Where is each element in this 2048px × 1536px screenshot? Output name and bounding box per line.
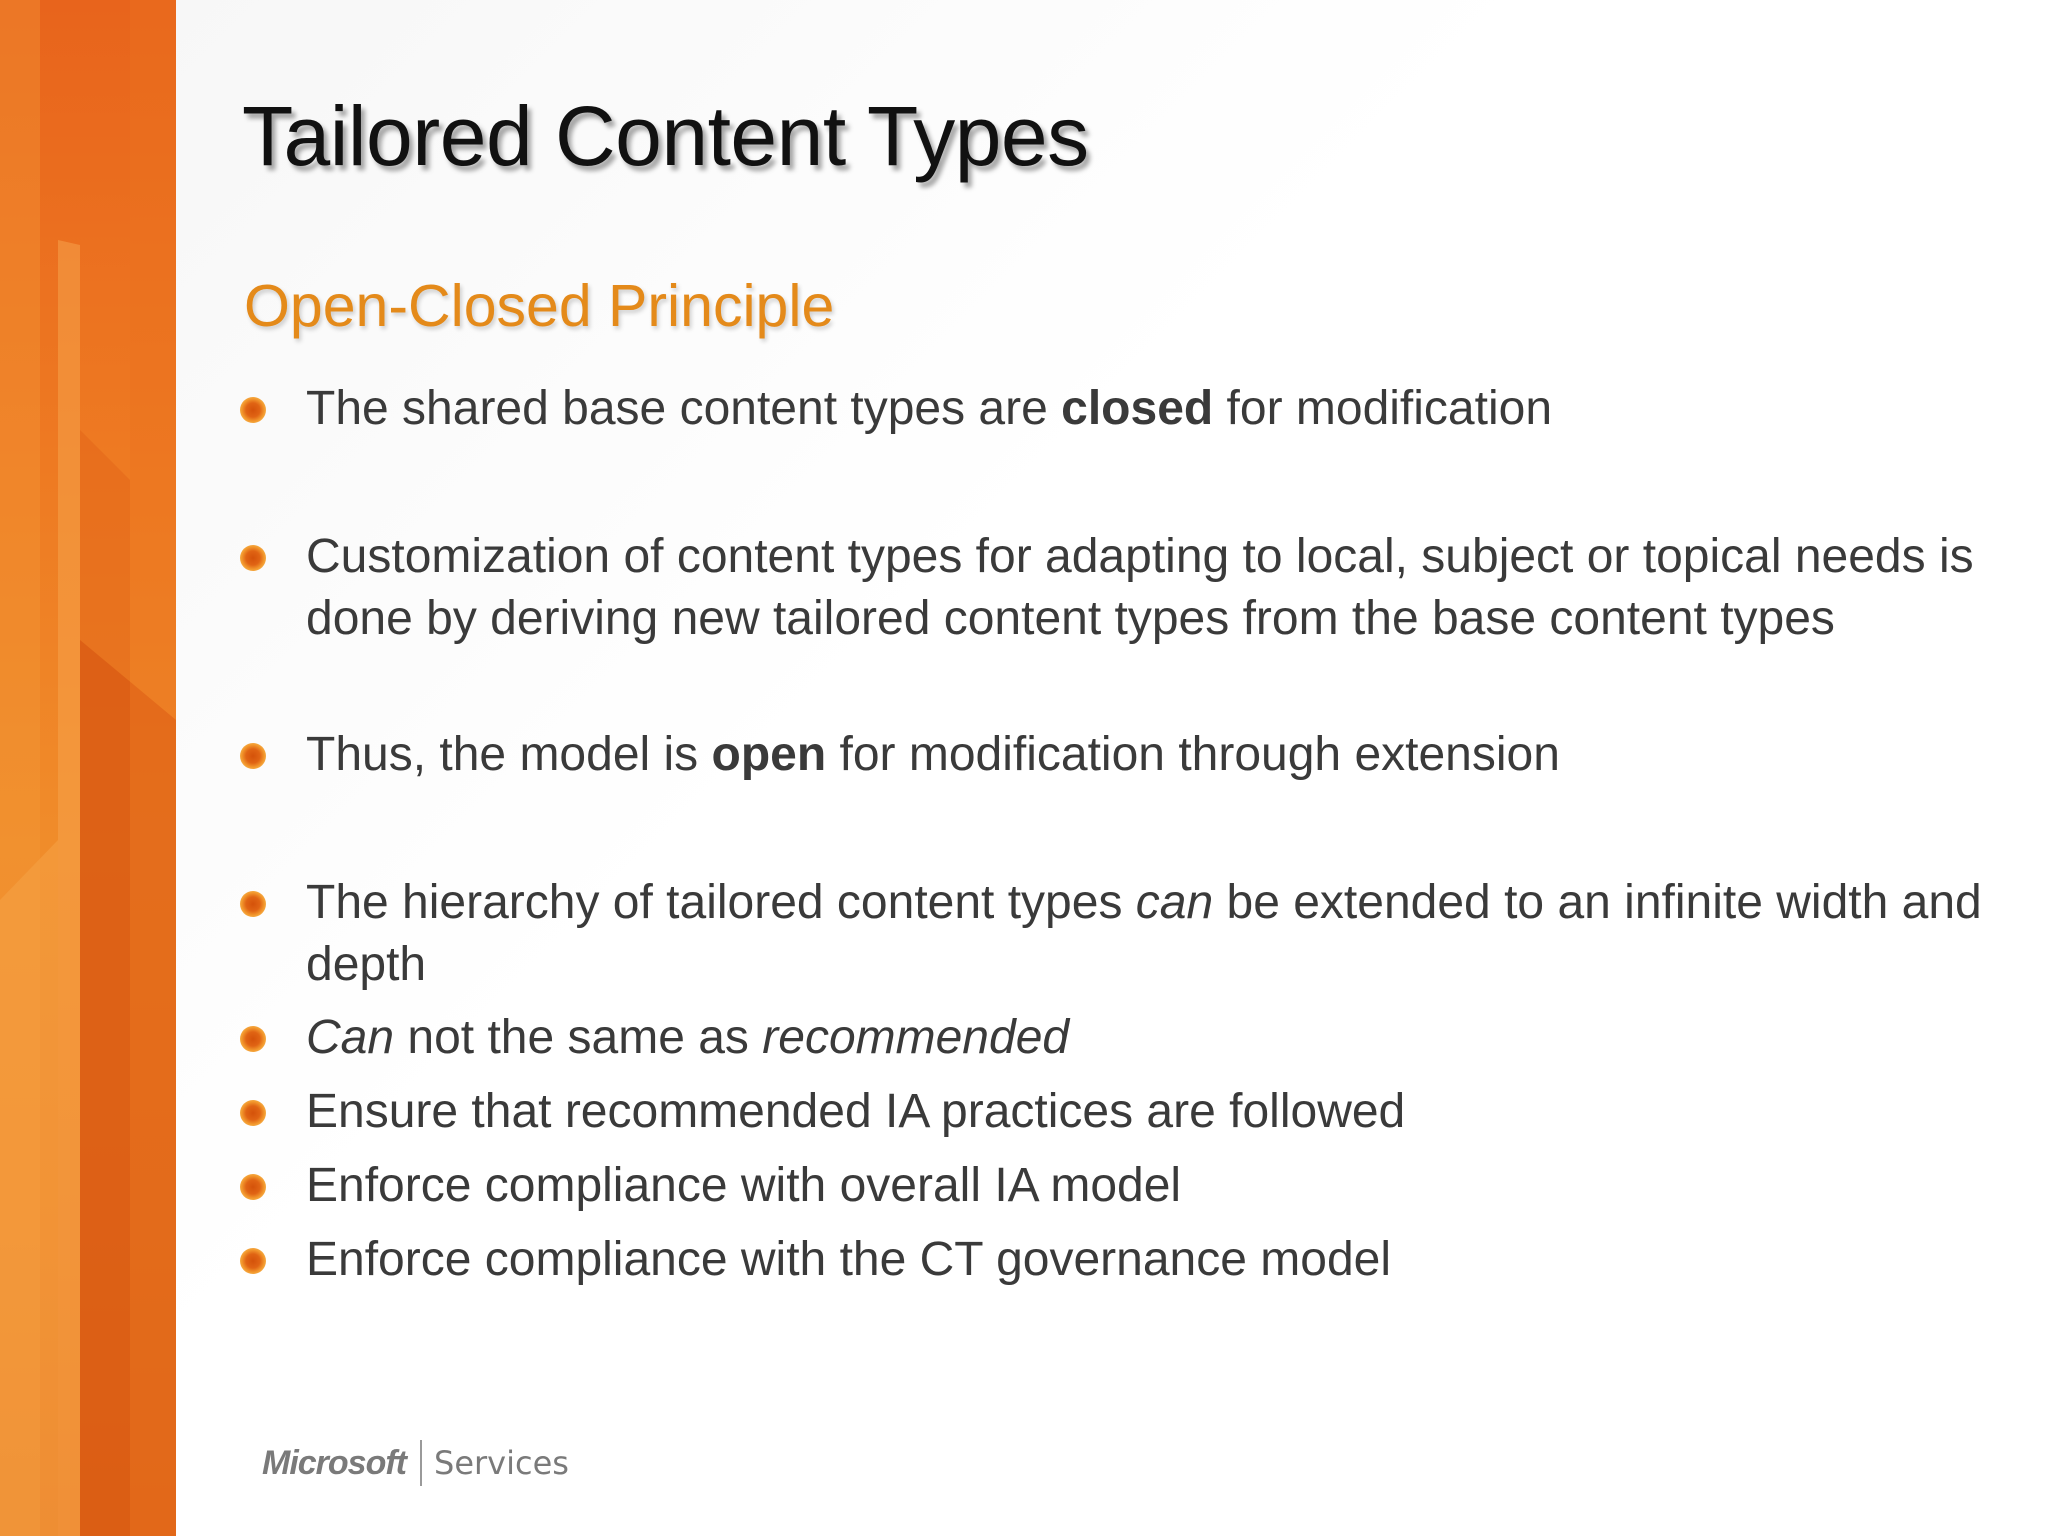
bullet-dot-icon [240, 1026, 266, 1052]
bullet-text-segment: Enforce compliance with overall IA model [306, 1159, 1182, 1212]
bullet-text-segment: can [1135, 876, 1214, 929]
services-logo-text: Services [434, 1444, 569, 1482]
slide-subtitle: Open-Closed Principle [244, 273, 835, 339]
bullet-text-segment: The hierarchy of tailored content types [306, 876, 1136, 929]
bullet-text-segment: for modification through extension [826, 728, 1560, 781]
sidebar-pattern [0, 0, 176, 1536]
bullet-dot-icon [240, 1100, 266, 1126]
decorative-sidebar [0, 0, 176, 1536]
logo-divider [420, 1440, 422, 1486]
bullet-text-segment: closed [1061, 382, 1214, 435]
bullet-text-segment: The shared base content types are [306, 382, 1062, 435]
bullet-text [306, 872, 1986, 996]
bullet-text-segment: Customization of content types for adapting to local, subject or topical needs is done by deriving new tailored content types from the base content types [306, 530, 1974, 645]
bullet-text-segment: not the same as [394, 1011, 763, 1064]
microsoft-logo-text: Microsoft [262, 1443, 406, 1482]
bullet-text-segment: Thus, the model is [306, 728, 712, 781]
bullet-text [306, 378, 1986, 440]
bullet-text [306, 1081, 1986, 1143]
bullet-text-segment: Enforce compliance with the CT governance model [306, 1233, 1392, 1286]
bullet-dot-icon [240, 891, 266, 917]
bullet-text-segment: Can [306, 1011, 395, 1064]
bullet-text-segment: Ensure that recommended IA practices are followed [306, 1085, 1406, 1138]
bullet-dot-icon [240, 1174, 266, 1200]
bullet-text-segment: for modification [1213, 382, 1553, 435]
slide-title: Tailored Content Types [242, 89, 1089, 183]
bullet-text [306, 1007, 1986, 1069]
bullet-text [306, 1229, 1986, 1291]
bullet-dot-icon [240, 743, 266, 769]
bullet-dot-icon [240, 1248, 266, 1274]
bullet-text-segment: recommended [762, 1011, 1070, 1064]
bullet-text-segment: be extended to an infinite width and depth [306, 876, 1982, 991]
bullet-text-segment: open [711, 728, 827, 781]
microsoft-services-logo [262, 1440, 569, 1486]
bullet-text [306, 526, 1986, 650]
bullet-text [306, 1155, 1986, 1217]
bullet-dot-icon [240, 397, 266, 423]
bullet-text [306, 724, 1986, 786]
bullet-dot-icon [240, 545, 266, 571]
